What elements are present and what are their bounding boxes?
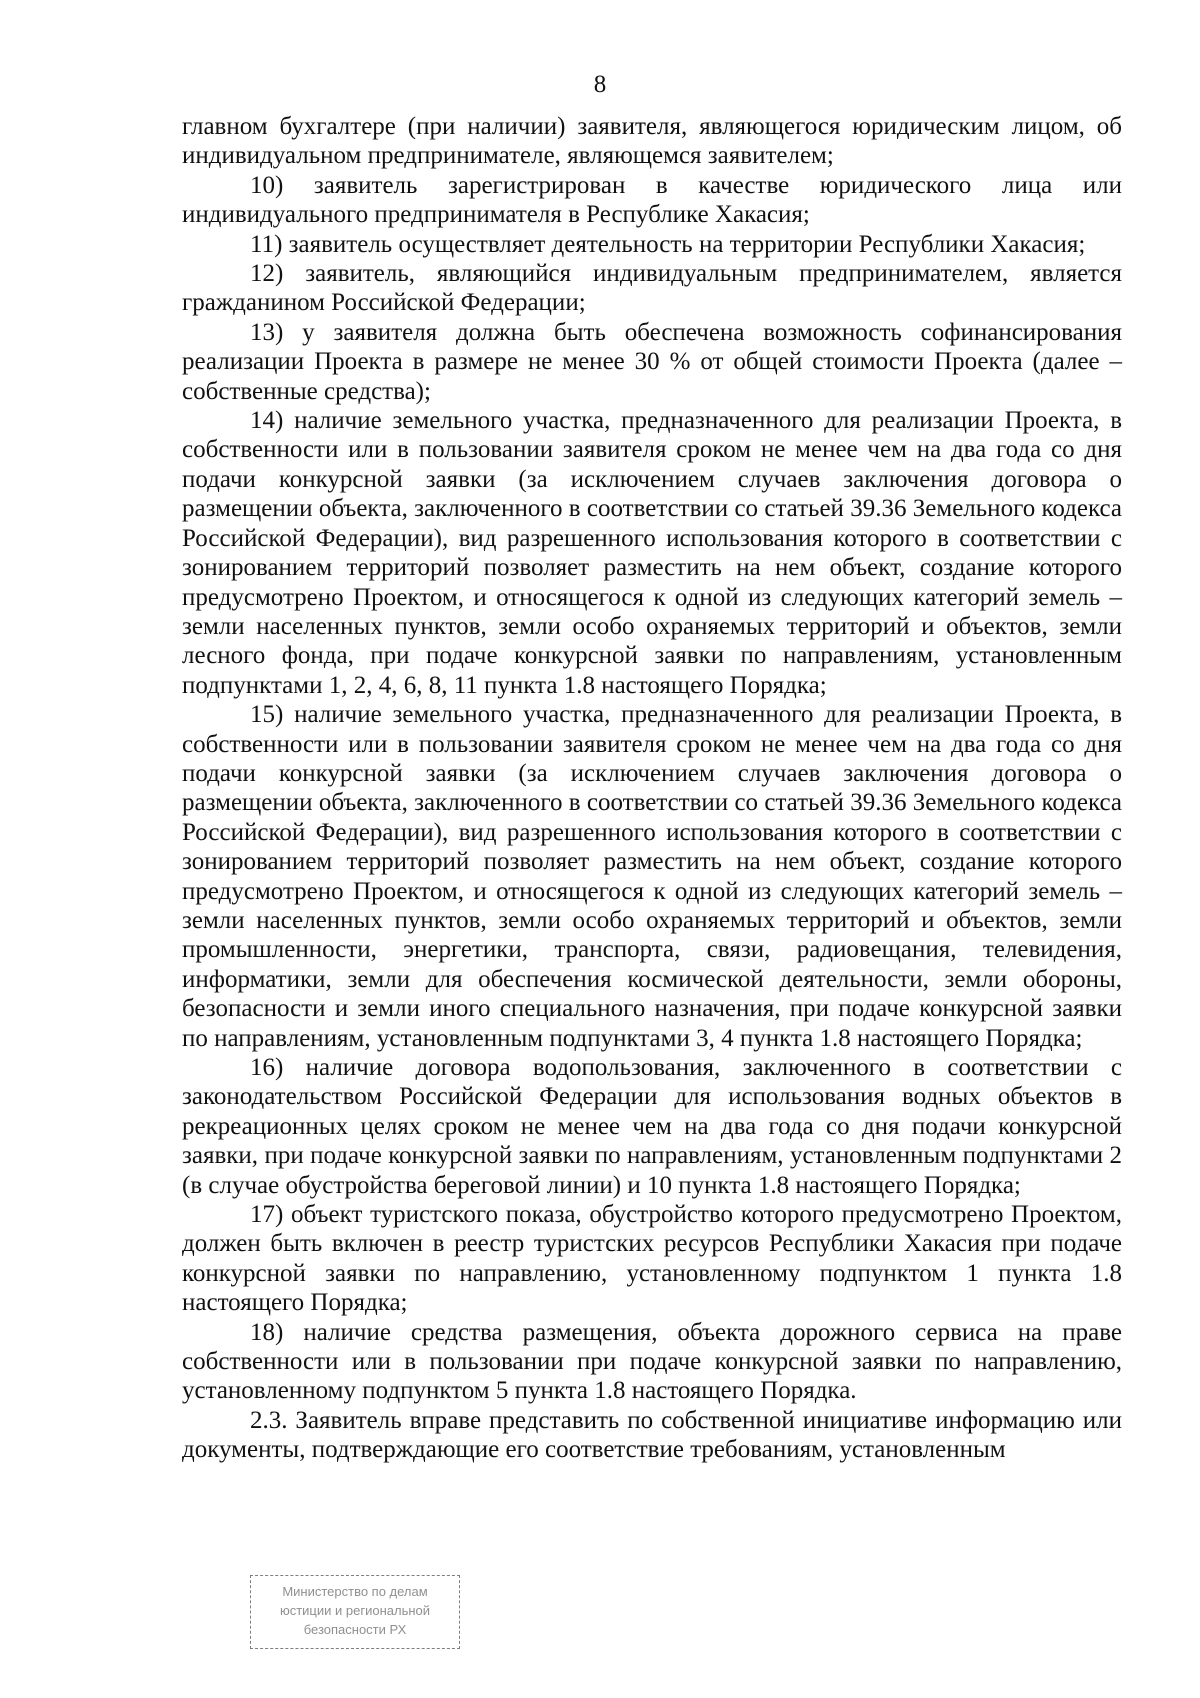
paragraph-item-11: 11) заявитель осуществляет деятельность на территории Республики Хакасия; — [250, 230, 1086, 258]
paragraph-continuation: главном бухгалтере (при наличии) заявителя, являющегося юридическим лицом, об индивидуальном предпринимателе, являющемся заявителем; — [182, 113, 1122, 170]
paragraph-item-16: 16) наличие договора водопользования, заключенного в соответствии с законодательством Российской Федерации для использования водных объектов в рекреационных целях сроком не менее чем на два года со дня подачи конкурсной заявки, при подаче конкурсной заявки по направлениям, установленным подпунктами 2 (в случае обустройства береговой линии) и 10 пункта 1.8 настоящего Порядка; — [182, 1054, 1122, 1199]
page-number: 8 — [593, 71, 607, 98]
paragraph-item-18: 18) наличие средства размещения, объекта дорожного сервиса на праве собственности или в пользовании при подаче конкурсной заявки по направлению, установленному подпунктом 5 пункта 1.8 настоящего Порядка. — [182, 1318, 1122, 1405]
stamp-line-2: юстиции и региональной — [279, 1603, 431, 1618]
paragraph-item-15: 15) наличие земельного участка, предназначенного для реализации Проекта, в собственности или в пользовании заявителя сроком не менее чем на два года со дня подачи конкурсной заявки (за исключением случаев заключения договора о размещении объекта, заключенного в соответствии со статьей 39.36 Земельного кодекса Российской Федерации), вид разрешенного использования которого в соответствии с зонированием территорий позволяет разместить на нем объект, создание которого предусмотрено Проектом, и относящегося к одной из следующих категорий земель – земли населенных пунктов, земли особо охраняемых территорий и объектов, земли промышленности, энергетики, транспорта, связи, радиовещания, телевидения, информатики, земли для обеспечения космической деятельности, земли обороны, безопасности и земли иного специального назначения, при подаче конкурсной заявки по направлениям, установленным подпунктами 3, 4 пункта 1.8 настоящего Порядка; — [182, 701, 1122, 1052]
paragraph-item-13: 13) у заявителя должна быть обеспечена возможность софинансирования реализации Проекта в размере не менее 30 % от общей стоимости Проекта (далее – собственные средства); — [182, 318, 1122, 405]
registration-stamp — [250, 1575, 460, 1649]
paragraph-section-2-3: 2.3. Заявитель вправе представить по собственной инициативе информацию или документы, подтверждающие его соответствие требованиям, установленным — [182, 1406, 1122, 1464]
stamp-line-3: безопасности РХ — [303, 1622, 407, 1637]
document-body — [182, 112, 1122, 1465]
paragraph-item-14: 14) наличие земельного участка, предназначенного для реализации Проекта, в собственности или в пользовании заявителя сроком не менее чем на два года со дня подачи конкурсной заявки (за исключением случаев заключения договора о размещении объекта, заключенного в соответствии со статьей 39.36 Земельного кодекса Российской Федерации), вид разрешенного использования которого в соответствии с зонированием территорий позволяет разместить на нем объект, создание которого предусмотрено Проектом, и относящегося к одной из следующих категорий земель – земли населенных пунктов, земли особо охраняемых территорий и объектов, земли лесного фонда, при подаче конкурсной заявки по направлениям, установленным подпунктами 1, 2, 4, 6, 8, 11 пункта 1.8 настоящего Порядка; — [182, 407, 1122, 699]
paragraph-item-12: 12) заявитель, являющийся индивидуальным предпринимателем, является гражданином Российской Федерации; — [182, 260, 1122, 317]
paragraph-item-17: 17) объект туристского показа, обустройство которого предусмотрено Проектом, должен быть включен в реестр туристских ресурсов Республики Хакасия при подаче конкурсной заявки по направлению, установленному подпунктом 1 пункта 1.8 настоящего Порядка; — [182, 1201, 1122, 1317]
paragraph-item-10: 10) заявитель зарегистрирован в качестве юридического лица или индивидуального предпринимателя в Республике Хакасия; — [182, 171, 1122, 229]
stamp-line-1: Министерство по делам — [282, 1584, 428, 1599]
